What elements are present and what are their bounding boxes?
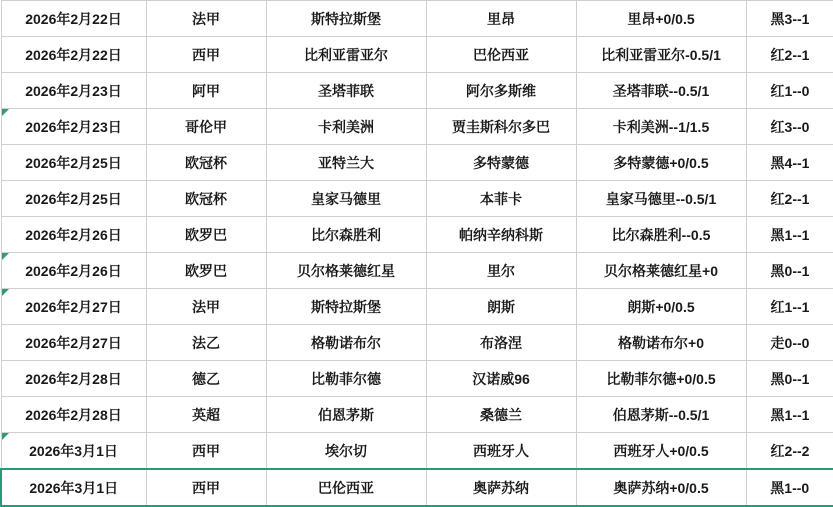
cell-date: 2026年2月26日 <box>1 217 146 253</box>
cell-league: 法甲 <box>146 1 266 37</box>
cell-away-team: 西班牙人 <box>426 433 576 470</box>
cell-league: 阿甲 <box>146 73 266 109</box>
cell-date: 2026年2月23日 <box>1 73 146 109</box>
cell-league: 欧冠杯 <box>146 145 266 181</box>
cell-home-team: 比利亚雷亚尔 <box>266 37 426 73</box>
cell-home-team: 埃尔切 <box>266 433 426 470</box>
cell-result: 红3--0 <box>746 109 833 145</box>
cell-away-team: 里昂 <box>426 1 576 37</box>
cell-away-team: 本菲卡 <box>426 181 576 217</box>
cell-pick: 多特蒙德+0/0.5 <box>576 145 746 181</box>
cell-home-team: 伯恩茅斯 <box>266 397 426 433</box>
cell-pick: 里昂+0/0.5 <box>576 1 746 37</box>
table-row <box>1 37 833 73</box>
cell-home-team: 巴伦西亚 <box>266 469 426 506</box>
cell-away-team: 里尔 <box>426 253 576 289</box>
cell-home-team: 比尔森胜利 <box>266 217 426 253</box>
cell-date: 2026年2月25日 <box>1 181 146 217</box>
cell-result: 黑1--1 <box>746 217 833 253</box>
table-row <box>1 253 833 289</box>
cell-pick: 伯恩茅斯--0.5/1 <box>576 397 746 433</box>
cell-date: 2026年3月1日 <box>1 433 146 470</box>
table-row <box>1 361 833 397</box>
cell-league: 西甲 <box>146 433 266 470</box>
cell-home-team: 亚特兰大 <box>266 145 426 181</box>
cell-league: 欧罗巴 <box>146 217 266 253</box>
cell-result: 红2--1 <box>746 37 833 73</box>
cell-date: 2026年2月25日 <box>1 145 146 181</box>
cell-pick: 皇家马德里--0.5/1 <box>576 181 746 217</box>
table-row <box>1 145 833 181</box>
cell-away-team: 多特蒙德 <box>426 145 576 181</box>
cell-result: 红1--1 <box>746 289 833 325</box>
cell-pick: 比勒菲尔德+0/0.5 <box>576 361 746 397</box>
cell-date: 2026年2月23日 <box>1 109 146 145</box>
cell-home-team: 比勒菲尔德 <box>266 361 426 397</box>
cell-result: 黑3--1 <box>746 1 833 37</box>
cell-home-team: 皇家马德里 <box>266 181 426 217</box>
cell-result: 黑1--1 <box>746 397 833 433</box>
cell-league: 欧冠杯 <box>146 181 266 217</box>
cell-pick: 比尔森胜利--0.5 <box>576 217 746 253</box>
table-row <box>1 181 833 217</box>
cell-date: 2026年2月22日 <box>1 37 146 73</box>
cell-pick: 奥萨苏纳+0/0.5 <box>576 469 746 506</box>
cell-away-team: 朗斯 <box>426 289 576 325</box>
table-row <box>1 397 833 433</box>
cell-home-team: 圣塔菲联 <box>266 73 426 109</box>
cell-date: 2026年2月26日 <box>1 253 146 289</box>
cell-league: 欧罗巴 <box>146 253 266 289</box>
cell-league: 西甲 <box>146 469 266 506</box>
cell-league: 法甲 <box>146 289 266 325</box>
cell-league: 哥伦甲 <box>146 109 266 145</box>
table-row <box>1 433 833 470</box>
cell-pick: 西班牙人+0/0.5 <box>576 433 746 470</box>
cell-date: 2026年2月28日 <box>1 397 146 433</box>
cell-date: 2026年3月1日 <box>1 469 146 506</box>
table-row <box>1 469 833 506</box>
cell-away-team: 汉诺威96 <box>426 361 576 397</box>
cell-home-team: 斯特拉斯堡 <box>266 289 426 325</box>
table-row <box>1 1 833 37</box>
cell-home-team: 卡利美洲 <box>266 109 426 145</box>
cell-away-team: 帕纳辛纳科斯 <box>426 217 576 253</box>
cell-result: 红1--0 <box>746 73 833 109</box>
cell-away-team: 布洛涅 <box>426 325 576 361</box>
cell-away-team: 贾圭斯科尔多巴 <box>426 109 576 145</box>
table-row <box>1 73 833 109</box>
table-row <box>1 325 833 361</box>
cell-away-team: 桑德兰 <box>426 397 576 433</box>
table-body <box>1 1 833 507</box>
cell-result: 黑4--1 <box>746 145 833 181</box>
cell-home-team: 斯特拉斯堡 <box>266 1 426 37</box>
cell-league: 法乙 <box>146 325 266 361</box>
cell-result: 红2--2 <box>746 433 833 470</box>
table-row <box>1 217 833 253</box>
cell-home-team: 格勒诺布尔 <box>266 325 426 361</box>
cell-date: 2026年2月27日 <box>1 325 146 361</box>
cell-date: 2026年2月28日 <box>1 361 146 397</box>
cell-pick: 圣塔菲联--0.5/1 <box>576 73 746 109</box>
cell-home-team: 贝尔格莱德红星 <box>266 253 426 289</box>
cell-result: 黑1--0 <box>746 469 833 506</box>
cell-pick: 比利亚雷亚尔-0.5/1 <box>576 37 746 73</box>
cell-away-team: 阿尔多斯维 <box>426 73 576 109</box>
cell-pick: 朗斯+0/0.5 <box>576 289 746 325</box>
cell-result: 黑0--1 <box>746 253 833 289</box>
cell-pick: 格勒诺布尔+0 <box>576 325 746 361</box>
cell-date: 2026年2月22日 <box>1 1 146 37</box>
cell-league: 西甲 <box>146 37 266 73</box>
cell-league: 英超 <box>146 397 266 433</box>
cell-result: 红2--1 <box>746 181 833 217</box>
cell-pick: 卡利美洲--1/1.5 <box>576 109 746 145</box>
cell-pick: 贝尔格莱德红星+0 <box>576 253 746 289</box>
table-row <box>1 109 833 145</box>
cell-date: 2026年2月27日 <box>1 289 146 325</box>
cell-away-team: 奥萨苏纳 <box>426 469 576 506</box>
cell-result: 黑0--1 <box>746 361 833 397</box>
cell-result: 走0--0 <box>746 325 833 361</box>
cell-away-team: 巴伦西亚 <box>426 37 576 73</box>
table-row <box>1 289 833 325</box>
cell-league: 德乙 <box>146 361 266 397</box>
